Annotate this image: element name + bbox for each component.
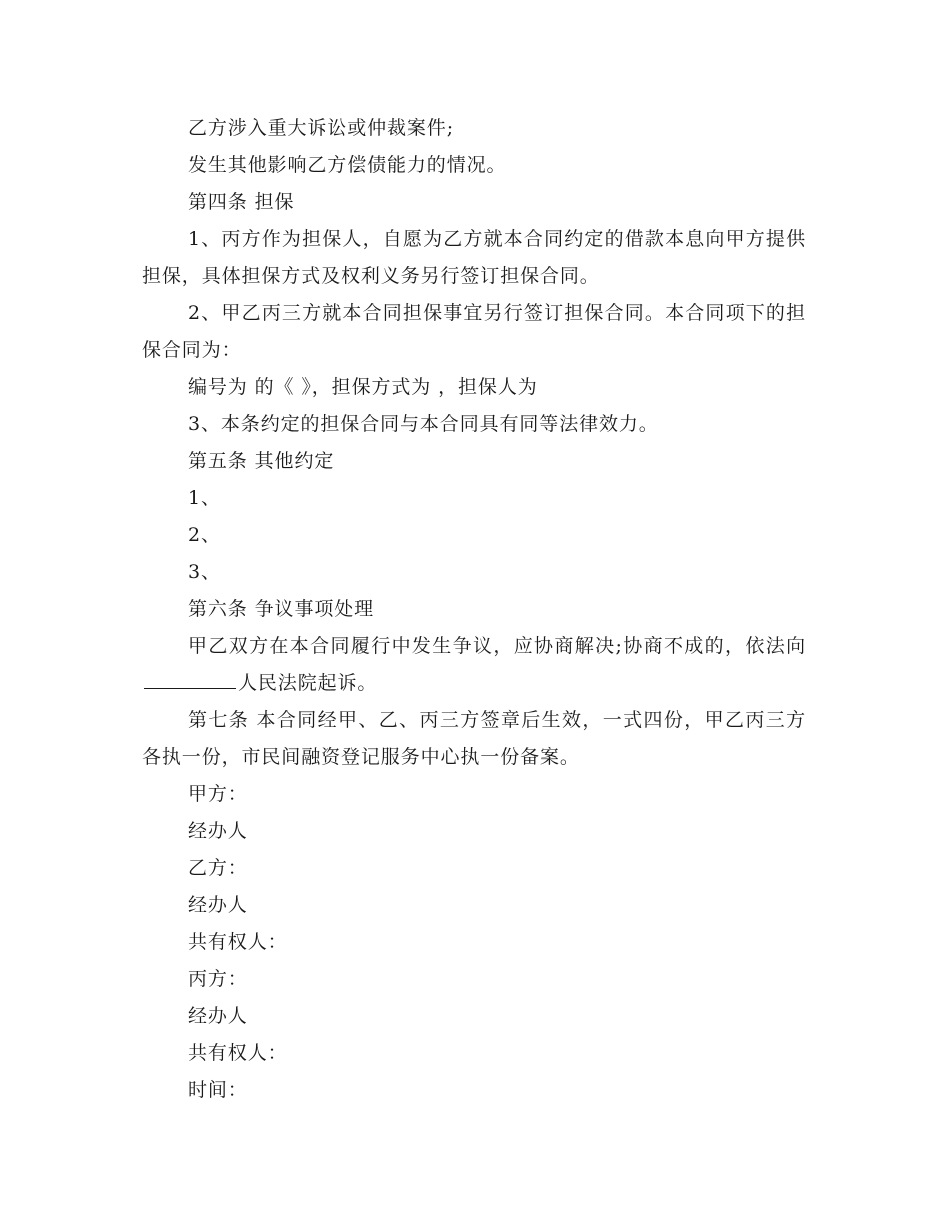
signature-party-c: 丙方：	[188, 968, 248, 990]
paragraph-litigation-condition: 乙方涉入重大诉讼或仲裁案件;	[188, 117, 455, 139]
dispute-clause-text-part-1: 甲乙双方在本合同履行中发生争议，应协商解决;协商不成的，依法向	[188, 635, 806, 657]
article-7-effectiveness: 第七条 本合同经甲、乙、丙三方签章后生效，一式四份，甲乙丙三方各执一份，市民间融资登记服务中心执一份备案。	[142, 709, 806, 768]
article-6-dispute-clause	[142, 628, 806, 702]
signature-date: 时间：	[188, 1079, 248, 1101]
article-5-heading: 第五条 其他约定	[188, 450, 335, 472]
signature-party-c-co-owner: 共有权人：	[188, 1042, 288, 1064]
article-5-item-1: 1、	[188, 487, 221, 509]
signature-party-a-agent: 经办人	[188, 820, 248, 842]
contract-body	[142, 110, 806, 1109]
signature-party-b: 乙方：	[188, 857, 248, 879]
dispute-clause-text-part-2: 人民法院起诉。	[238, 672, 378, 694]
article-4-heading: 第四条 担保	[188, 191, 295, 213]
article-4-clause-1: 1、丙方作为担保人，自愿为乙方就本合同约定的借款本息向甲方提供担保，具体担保方式及权利义务另行签订担保合同。	[142, 228, 806, 287]
article-4-clause-2: 2、甲乙丙三方就本合同担保事宜另行签订担保合同。本合同项下的担保合同为：	[142, 302, 806, 361]
court-name-blank	[144, 669, 236, 689]
article-5-item-3: 3、	[188, 561, 221, 583]
signature-party-b-agent: 经办人	[188, 894, 248, 916]
signature-party-b-co-owner: 共有权人：	[188, 931, 288, 953]
signature-party-c-agent: 经办人	[188, 1005, 248, 1027]
article-5-item-2: 2、	[188, 524, 221, 546]
article-6-heading: 第六条 争议事项处理	[188, 598, 375, 620]
paragraph-repayment-ability-condition: 发生其他影响乙方偿债能力的情况。	[188, 154, 507, 176]
guarantee-contract-number-line: 编号为 的《 》，担保方式为 ，担保人为	[188, 376, 538, 398]
article-4-clause-3: 3、本条约定的担保合同与本合同具有同等法律效力。	[188, 413, 659, 435]
signature-party-a: 甲方：	[188, 783, 248, 805]
